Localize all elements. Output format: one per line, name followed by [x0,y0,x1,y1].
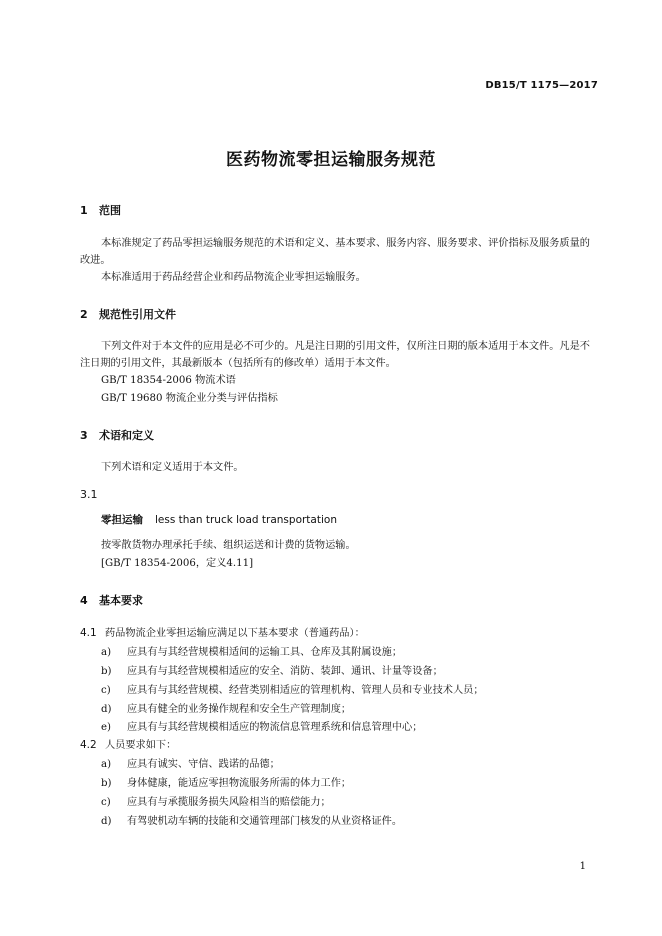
list-marker: e) [101,722,112,733]
list-text: 身体健康，能适应零担物流服务所需的体力工作； [127,778,352,789]
list-marker: b) [101,666,112,677]
section-title: 范围 [99,204,121,217]
list-item [101,774,351,789]
reference-item: GB/T 18354-2006 物流术语 [101,375,236,386]
list-text: 应具有健全的业务操作规程和安全生产管理制度； [127,704,352,715]
subclause-number: 4.2 [80,739,97,751]
list-marker: a) [101,647,112,658]
term-entry [101,512,337,527]
subclause-number: 4.1 [80,627,97,639]
list-marker: b) [101,778,112,789]
subclause-text: 药品物流企业零担运输应满足以下基本要求（普通药品）： [105,628,365,639]
list-item [101,755,280,770]
list-text: 应具有与承揽服务损失风险相当的赔偿能力； [127,797,331,808]
section-number: 1 [80,204,88,217]
term-source: [GB/T 18354-2006，定义4.11] [101,558,254,569]
list-item [101,793,331,808]
list-marker: d) [101,704,112,715]
term-chinese: 零担运输 [101,514,143,526]
section-2-paragraph-1: 下列文件对于本文件的应用是必不可少的。凡是注日期的引用文件，仅所注日期的版本适用于本文件。凡是不注日期的引用文件，其最新版本（包括所有的修改单）适用于本文件。 [80,341,590,369]
section-number: 4 [80,594,88,607]
list-text: 应具有与其经营规模相适应的安全、消防、装卸、通讯、计量等设备； [127,666,443,677]
subclause-4-1 [80,624,365,639]
list-marker: c) [101,685,111,696]
section-4-heading [80,592,143,608]
list-marker: a) [101,759,112,770]
list-item [101,662,443,677]
list-item [101,812,402,827]
section-2-heading [80,306,176,322]
list-item [101,643,402,658]
list-text: 应具有与其经营规模相适间的运输工具、仓库及其附属设施； [127,647,403,658]
document-title: 医药物流零担运输服务规范 [226,150,436,170]
section-number: 2 [80,308,88,321]
section-number: 3 [80,429,88,442]
list-text: 应具有与其经营规模相适应的物流信息管理系统和信息管理中心； [127,722,423,733]
list-item [101,700,351,715]
subclause-text: 人员要求如下： [105,740,177,751]
list-text: 应具有诚实、守信、践诺的品德； [127,759,280,770]
standard-code: DB15/T 1175—2017 [485,80,598,91]
section-1-paragraph-2: 本标准适用于药品经营企业和药品物流企业零担运输服务。 [101,272,366,283]
section-title: 规范性引用文件 [99,308,176,321]
term-definition: 按零散货物办理承托手续、组织运送和计费的货物运输。 [101,540,356,551]
section-1-paragraph-1: 本标准规定了药品零担运输服务规范的术语和定义、基本要求、服务内容、服务要求、评价指标及服务质量的改进。 [80,238,590,266]
list-marker: c) [101,797,111,808]
section-title: 基本要求 [99,594,143,607]
list-text: 应具有与其经营规模、经营类别相适应的管理机构、管理人员和专业技术人员； [127,685,484,696]
term-english: less than truck load transportation [155,514,337,526]
section-1-heading [80,202,121,218]
section-title: 术语和定义 [99,429,154,442]
section-3-paragraph-1: 下列术语和定义适用于本文件。 [101,462,244,473]
list-marker: d) [101,816,112,827]
page-number: 1 [579,861,586,872]
section-3-heading [80,427,154,443]
list-text: 有驾驶机动车辆的技能和交通管理部门核发的从业资格证件。 [127,816,403,827]
subclause-4-2 [80,736,176,751]
list-item [101,718,422,733]
reference-item: GB/T 19680 物流企业分类与评估指标 [101,393,278,404]
list-item [101,681,484,696]
term-number: 3.1 [80,488,98,501]
